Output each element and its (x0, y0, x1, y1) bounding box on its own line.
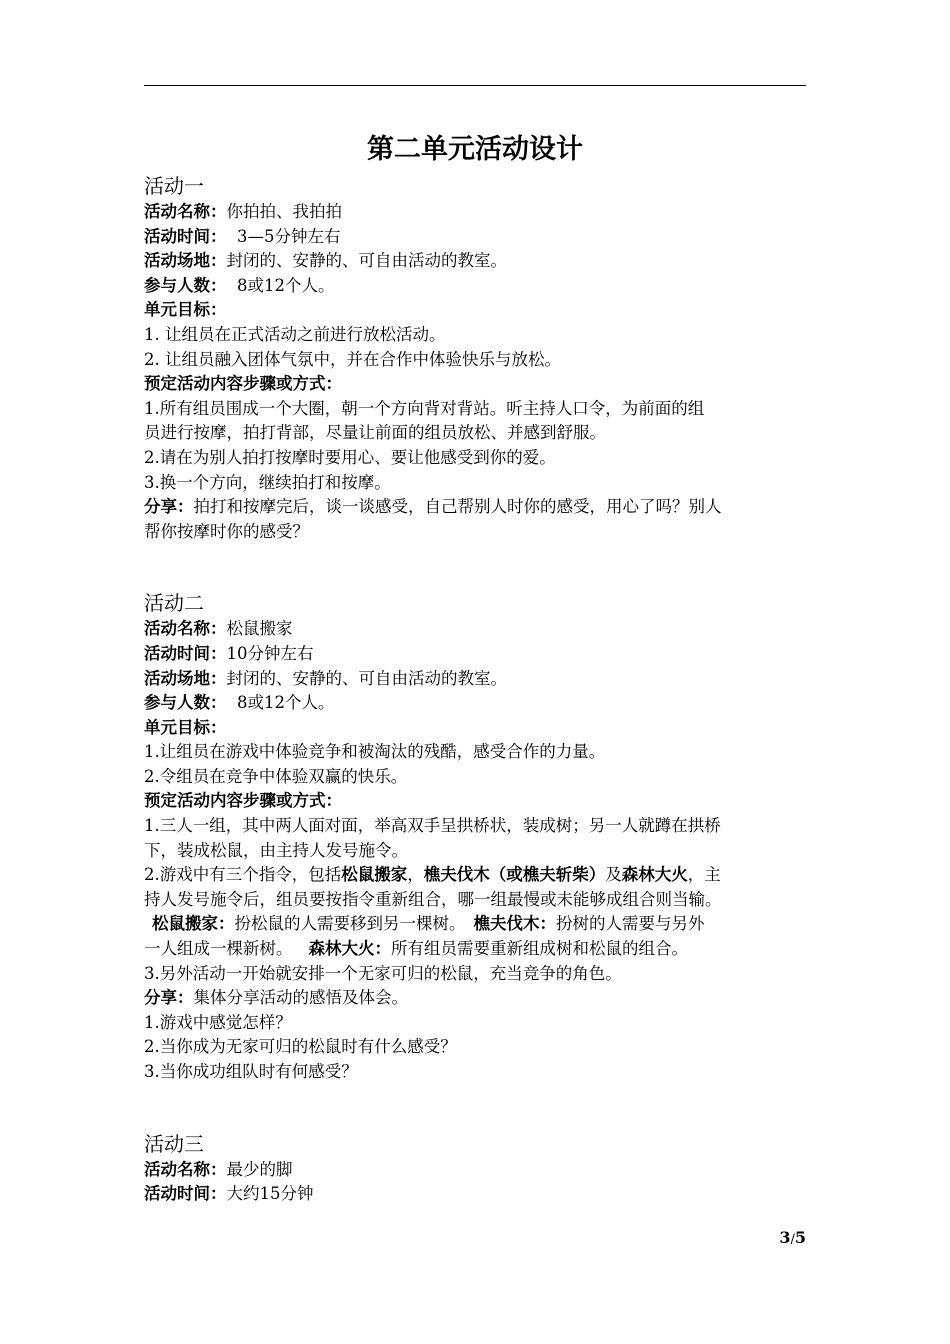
activity1-step: 2.请在为别人拍打按摩时要用心、要让他感受到你的爱。 (144, 447, 556, 467)
activity2-step: 2.游戏中有三个指令，包括松鼠搬家，樵夫伐木（或樵夫斩柴）及森林大火，主 (144, 865, 721, 885)
activity3-name: 活动名称：最少的脚 (144, 1159, 293, 1179)
activity1-step: 1.所有组员围成一个大圈，朝一个方向背对背站。听主持人口令，为前面的组 (144, 398, 705, 418)
activity2-time: 活动时间：10分钟左右 (144, 643, 314, 663)
activity2-commands: 一人组成一棵新树。 森林大火：所有组员需要重新组成树和松鼠的组合。 (144, 939, 688, 959)
activity2-share: 分享：集体分享活动的感悟及体会。 (144, 988, 408, 1008)
activity2-heading: 活动二 (144, 591, 204, 616)
activity1-people: 参与人数： 8或12个人。 (144, 275, 335, 295)
activity2-question: 3.当你成功组队时有何感受？ (144, 1062, 358, 1081)
activity2-step: 下，装成松鼠，由主持人发号施令。 (144, 840, 408, 860)
page-number: 3/5 (779, 1228, 806, 1247)
activity2-place: 活动场地：封闭的、安静的、可自由活动的教室。 (144, 668, 507, 688)
activity2-name: 活动名称：松鼠搬家 (144, 619, 293, 639)
activity1-step: 员进行按摩，拍打背部，尽量让前面的组员放松、并感到舒服。 (144, 423, 606, 443)
activity2-commands: 松鼠搬家：扮松鼠的人需要移到另一棵树。 樵夫伐木：扮树的人需要与另外 (152, 914, 705, 934)
activity2-step: 3.另外活动一开始就安排一个无家可归的松鼠，充当竞争的角色。 (144, 963, 622, 983)
activity1-goal-label: 单元目标： (144, 300, 227, 320)
activity2-step: 1.三人一组，其中两人面对面，举高双手呈拱桥状，装成树；另一人就蹲在拱桥 (144, 816, 721, 836)
activity1-steps-label: 预定活动内容步骤或方式： (144, 374, 342, 394)
activity1-share-cont: 帮你按摩时你的感受？ (144, 521, 309, 541)
header-rule (144, 85, 806, 86)
activity2-question: 2.当你成为无家可归的松鼠时有什么感受？ (144, 1037, 457, 1057)
activity2-question: 1.游戏中感觉怎样？ (144, 1012, 292, 1032)
activity1-goal: 1. 让组员在正式活动之前进行放松活动。 (144, 324, 446, 344)
page-title: 第二单元活动设计 (367, 134, 583, 165)
activity1-step: 3.换一个方向，继续拍打和按摩。 (144, 472, 391, 492)
activity2-steps-label: 预定活动内容步骤或方式： (144, 791, 342, 811)
activity1-share: 分享：拍打和按摩完后，谈一谈感受，自己帮别人时你的感受，用心了吗？别人 (144, 497, 722, 517)
activity1-time: 活动时间： 3—5分钟左右 (144, 226, 341, 246)
activity1-heading: 活动一 (144, 174, 204, 198)
activity1-name: 活动名称：你拍拍、我拍拍 (144, 202, 342, 221)
activity2-goal: 1.让组员在游戏中体验竞争和被淘汰的残酷，感受合作的力量。 (144, 742, 606, 762)
document-body (144, 172, 808, 1207)
spacer (144, 544, 808, 589)
activity1-place: 活动场地：封闭的、安静的、可自由活动的教室。 (144, 251, 507, 271)
activity2-goal: 2.令组员在竞争中体验双赢的快乐。 (144, 766, 408, 786)
activity2-people: 参与人数： 8或12个人。 (144, 693, 335, 713)
activity1-goal: 2. 让组员融入团体气氛中，并在合作中体验快乐与放松。 (144, 349, 561, 369)
activity3-time: 活动时间：大约15分钟 (144, 1184, 314, 1204)
activity2-step: 持人发号施令后，组员要按指令重新组合，哪一组最慢或未能够成组合则当输。 (144, 889, 722, 909)
activity2-goal-label: 单元目标： (144, 717, 227, 737)
activity3-heading: 活动三 (144, 1131, 204, 1156)
spacer (144, 1085, 808, 1130)
